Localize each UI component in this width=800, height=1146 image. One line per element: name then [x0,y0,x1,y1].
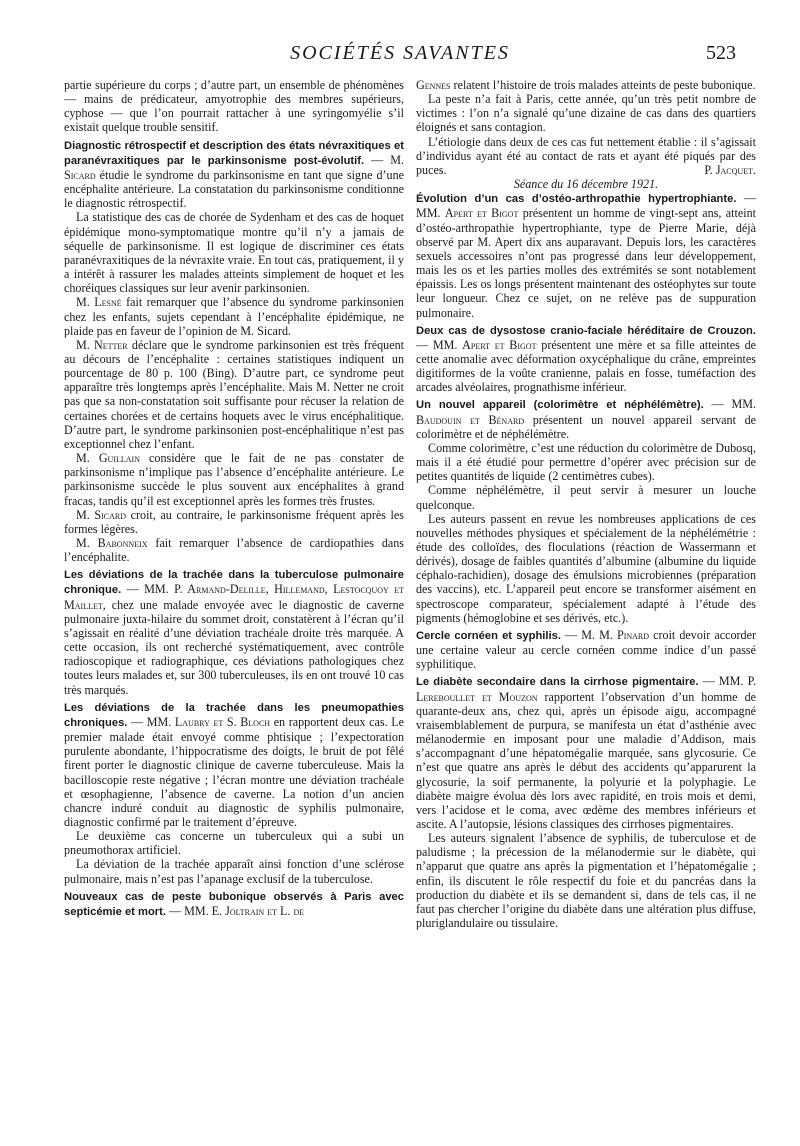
paragraph-text: L’étiologie dans deux de ces cas fut nettement établie : il s’agissait d’individus ayant été au contact de rats et ayant été piqués par des puces. [416,134,756,177]
author-name: Sicard [94,507,127,522]
paragraph: La statistique des cas de chorée de Sydenham et des cas de hoquet épidémique mono-symptomatique montre qu’il n’y a jamais de séquelle de parkinsonisme. Il est logique de discriminer ces états paranévraxitiques de la névraxite vraie. En tout cas, pratiquement, il y a intérêt à rassurer les malades atteints simplement de hoquet et les choréiques classiques sur leur avenir parkinsonien. [64,210,404,296]
paragraph: M. Guillain considère que le fait de ne pas constater de parkinsonisme n’implique pas l’absence d’encéphalite antérieure. Le parkinsonisme succède le plus souvent aux encéphalites à grand fracas, tandis qu’il est exceptionnel après les formes très frustes. [64,451,404,508]
author-name: Pinard [616,627,650,642]
paragraph: M. Sicard croit, au contraire, le parkinsonisme fréquent après les formes légères. [64,507,404,536]
section-title: Diagnostic rétrospectif et description des états névraxitiques et paranévraxitiques par le parkinsonisme post-évolutif. [64,139,404,167]
author-name: Guillain [98,451,140,466]
section-diabete-secondaire: Le diabète secondaire dans la cirrhose pigmentaire. — MM. P. Lereboullet et Mouzon rapportent l’observation d’un homme de quarante-deux ans, chez qui, après un épisode aigu, accompagné vraisemblablement de purpura, se manifesta un état d’asthénie avec mélanodermie en imposant pour une maladie d’Addison, mais s’accompagnant d’une hépatomégalie marquée, sans glycosurie. Ce n’est que quatre ans après le début des accidents qu’apparurent la glycosurie, la soif permanente, la polyurie et la polyphagie. Le diabète maigre évolua dès lors avec rapidité, en trois mois et demi, vers l’acidose et le coma, avec œdème des membres inférieurs et ascite. A l’autopsie, lésions classiques des cirrhoses pigmentaires. [416,674,756,831]
section-title: Le diabète secondaire dans la cirrhose pigmentaire. [416,676,699,689]
paragraph-text: en rapportent deux cas. Le premier malade était envoyé comme phtisique ; l’expectoration purulente abondante, l’hippocratisme des doigts, le bruit de pot fêlé firent porter le diagnostic clinique de caverne tuberculeuse. Mais la bacilloscopie reste négative ; l’écran montre une déviation trachéale et œsophagienne, l’absence de caverne. La notion d’un ancien chancre induré conduit au diagnostic de syphilis pulmonaire, diagnostic confirmé par le traitement d’épreuve. [64,714,404,829]
author-name: Lesné [94,295,122,310]
section-title: Les déviations de la trachée dans la tuberculose pulmonaire chronique. [64,569,404,597]
author-names: P. Armand-Delille, Hillemand, Lestocquoy et Maillet, [64,582,404,612]
paragraph-text: déclare que le syndrome parkinsonien est très fréquent au décours de l’encéphalite : certaines statistiques indiquent un pourcentage de 80 p. 100 (Bing). D’autre part, ce syndrome peut apparaître très longtemps après l’encéphalite. Mais M. Netter ne croit pas que sa non-constatation soit suffisante pour récuser la relation de certaines chorées et de certains hoquets avec le virus encéphalitique. D’autre part, le syndrome parkinsonien post-encéphalitique n’est pas exceptionnel chez l’enfant. [64,337,404,451]
signature: P. Jacquet. [704,162,756,177]
section-diagnostic-retrospectif: Diagnostic rétrospectif et description des états névraxitiques et paranévraxitiques par le parkinsonisme post-évolutif. — M. Sicard étudie le syndrome du parkinsonisme en tant que signe d’une encéphalite antérieure. La constatation du parkinsonisme conditionne le diagnostic rétrospectif. [64,139,404,211]
section-title: Évolution d’un cas d’ostéo-arthropathie hypertrophiante. [416,193,737,206]
paragraph-text: présentent un nouvel appareil servant de colorimètre et de néphélémètre. [416,412,756,441]
section-osteo-arthropathie: Évolution d’un cas d’ostéo-arthropathie hypertrophiante. — MM. Apert et Bigot présentent un homme de vingt-sept ans, atteint d’ostéo-arthropathie hypertrophiante, type de Pierre Marie, déjà observé par M. Apert dix ans auparavant. Depuis lors, les caractères sexuels accessoires n’ont pas progressé dans leur développement, mais les os et les parties molles des extrémités se sont notablement épaissis. Les os longs présentent maintenant des ostéophytes sur toute leur longueur. Chez ce sujet, on ne relève pas de suppuration pulmonaire. [416,191,757,320]
author-names: Apert et Bigot [462,337,537,352]
paragraph-text: présentent une mère et sa fille atteintes de cette anomalie avec déformation oxycéphalique du crâne, empreintes digitiformes de la voûte cranienne, palais en fosse, tuméfaction des arcades alvéolaires, prognathisme inférieur. [416,337,756,395]
section-cercle-corneen: Cercle cornéen et syphilis. — M. M. Pinard croit devoir accorder une certaine valeur au cercle cornéen comme indice d’un passé syphilitique. [416,627,756,672]
paragraph: M. Lesné fait remarquer que l’absence du syndrome parkinsonien chez les enfants, sujets cependant à l’encéphalite épidémique, ne plaide pas en faveur de l’opinion de M. Sicard. [64,295,404,338]
paragraph: Les auteurs passent en revue les nombreuses applications de ces nouvelles méthodes physiques et spécialement de la néphélémétrie : étude des colloïdes, des floculations (réaction de Wassermann et dérivés), dosage de faibles quantités d’albumine (albumine du liquide céphalo-rachidien), dosage des émulsions microbiennes (préparation des vaccins), etc. L’appareil peut encore se transformer aisément en spectroscope comparateur, spécialement adapté à l’étude des pigments (hémoglobine et ses dérivés, etc.). [416,511,756,625]
author-name: Babonneix [97,536,148,550]
paragraph-text: fait remarquer que l’absence du syndrome parkinsonien chez les enfants, sujets cependant à l’encéphalite épidémique, ne plaide pas en faveur de l’opinion de M. Sicard. [64,295,404,338]
paragraph [416,78,756,92]
paragraph: Comme néphélémètre, il peut servir à mesurer un louche quelconque. [416,483,756,512]
session-date: Séance du 16 décembre 1921. [513,177,659,192]
author-name: Netter [94,337,128,352]
page-header [64,42,736,70]
paragraph-text: chez une malade envoyée avec le diagnostic de caverne pulmonaire juxta-hilaire du sommet droit, constatèrent à l’écran qu’il s’agissait en réalité d’une déviation trachéale droite très marquée. A cette occasion, ils ont recherché systématiquement, avec contrôle radioscopique et radiographique, ces déviations pathologiques chez toutes leurs malades et, sur 300 tuberculeuses, ils en ont trouvé 10 cas très marqués. [64,597,404,697]
running-title: SOCIÉTÉS SAVANTES [290,42,510,64]
paragraph-text: fait remarquer l’absence de cardiopathies dans l’encéphalite. [64,536,404,565]
left-column [64,78,404,919]
section-deviations-tuberculose: Les déviations de la trachée dans la tuberculose pulmonaire chronique. — MM. P. Armand-Delille, Hillemand, Lestocquoy et Maillet, chez une malade envoyée avec le diagnostic de caverne pulmonaire juxta-hilaire du sommet droit, constatèrent à l’écran qu’il s’agissait en réalité d’une déviation trachéale droite très marquée. A cette occasion, ils ont recherché systématiquement, avec contrôle radioscopique et radiographique, ces déviations pathologiques chez toutes leurs malades et, sur 300 tuberculeuses, ils en ont trouvé 10 cas très marqués. [64,569,404,697]
paragraph: M. Babonneix fait remarquer l’absence de cardiopathies dans l’encéphalite. [64,536,404,565]
section-dysostose: Deux cas de dysostose cranio-faciale héréditaire de Crouzon. — MM. Apert et Bigot présentent une mère et sa fille atteintes de cette anomalie avec déformation oxycéphalique du crâne, empreintes digitiformes de la voûte cranienne, palais en fosse, tuméfaction des arcades alvéolaires, prognathisme inférieur. [416,324,756,395]
paragraph [416,135,756,177]
right-column [416,78,756,930]
author-name: Gennes [416,78,451,92]
section-title: Cercle cornéen et syphilis. [416,629,561,642]
author-names: Apert et Bigot [444,206,519,221]
section-title: Nouveaux cas de peste bubonique observés à Paris avec septicémie et mort. [64,890,404,918]
section-title: Deux cas de dysostose cranio-faciale héréditaire de Crouzon. [416,324,756,337]
paragraph-text: croit, au contraire, le parkinsonisme fréquent après les formes légères. [64,507,404,536]
paragraph: Le deuxième cas concerne un tuberculeux qui a subi un pneumothorax artificiel. [64,829,404,858]
page-number: 523 [706,42,736,64]
author-name: Sicard [64,167,96,182]
author-names: Laubry et S. Bloch [174,714,271,729]
section-peste-bubonique: Nouveaux cas de peste bubonique observés à Paris avec septicémie et mort. — MM. E. Joltrain et L. de [64,890,404,918]
paragraph-text: croit devoir accorder une certaine valeur au cercle cornéen comme indice d’un passé syphilitique. [416,627,756,672]
section-deviations-pneumopathies: Les déviations de la trachée dans les pneumopathies chroniques. — MM. Laubry et S. Bloch en rapportent deux cas. Le premier malade était envoyé comme phtisique ; l’expectoration purulente abondante, l’hippocratisme des doigts, le bruit de pot fêlé firent porter le diagnostic clinique de caverne tuberculeuse. Mais la bacilloscopie reste négative ; l’écran montre une déviation trachéale et œsophagienne, l’absence de caverne. La notion d’un ancien chancre induré conduit au diagnostic de syphilis pulmonaire, diagnostic confirmé par le traitement d’épreuve. [64,701,404,829]
paragraph-text: relatent l’histoire de trois malades atteints de peste bubonique. [453,78,756,92]
section-title: Les déviations de la trachée dans les pneumopathies chroniques. [64,701,404,729]
author-names: P. Lereboullet et Mouzon [416,674,756,704]
paragraph: M. Netter déclare que le syndrome parkinsonien est très fréquent au décours de l’encéphalite : certaines statistiques indiquent un pourcentage de 80 p. 100 (Bing). D’autre part, ce syndrome peut apparaître très longtemps après l’encéphalite. Mais M. Netter ne croit pas que sa non-constatation soit suffisante pour récuser la relation de certaines chorées et de certains hoquets avec le virus encéphalitique. D’autre part, le syndrome parkinsonien post-encéphalitique n’est pas exceptionnel chez l’enfant. [64,337,404,451]
paragraph-text: considère que le fait de ne pas constater de parkinsonisme n’implique pas l’absence d’encéphalite antérieure. Le parkinsonisme succède le plus souvent aux encéphalites à grand fracas, tandis qu’il est exceptionnel après les formes très frustes. [64,451,404,508]
author-names: E. Joltrain et L. de [211,903,305,918]
paragraph-text: rapportent l’observation d’un homme de quarante-deux ans, chez qui, après un épisode aigu, accompagné vraisemblablement de purpura, se manifesta un état d’asthénie avec mélanodermie en imposant pour une maladie d’Addison, mais s’accompagnant d’une hépatomégalie marquée, sans glycosurie. Ce n’est que quatre ans après le début des accidents qu’apparurent la glycosurie, la soif permanente, la polyurie et la polyphagie. Le diabète maigre évolua dès lors avec rapidité, en trois mois et demi, vers l’acidose et le coma, avec œdème des membres inférieurs et ascite. A l’autopsie, lésions classiques des cirrhoses pigmentaires. [416,689,756,831]
section-nouvel-appareil: Un nouvel appareil (colorimètre et néphélémètre). — MM. Baudouin et Bénard présentent un nouvel appareil servant de colorimètre et de néphélémètre. [416,397,756,441]
paragraph-text: étudie le syndrome du parkinsonisme en tant que signe d’une encéphalite antérieure. La constatation du parkinsonisme conditionne le diagnostic rétrospectif. [64,167,404,211]
paragraph: partie supérieure du corps ; d’autre part, un ensemble de phénomènes — mains de prédicateur, amyotrophie des membres supérieurs, cyphose — que l’on pourrait rattacher à une syringomyélie s’il existait quelque trouble sensitif. [64,78,404,135]
section-title: Un nouvel appareil (colorimètre et néphélémètre). [416,399,704,412]
paragraph: Comme colorimètre, c’est une réduction du colorimètre de Dubosq, mais il a été étudié pour permettre d’opérer avec précision sur de petites quantités de liquide (2 centimètres cubes). [416,440,756,484]
author-names: Baudouin et Bénard [416,412,525,427]
paragraph: Les auteurs signalent l’absence de syphilis, de tuberculose et de paludisme ; la précession de la mélanodermie sur le diabète, qui n’apparut que quatre ans après la pigmentation et l’hépatomégalie ; enfin, ils discutent le rôle respectif du foie et du pancréas dans la production du diabète et ils se demandent si, dans de tels cas, il ne faut pas chercher l’origine du diabète dans une altération plus diffuse, pluriglandulaire ou tissulaire. [416,831,756,931]
paragraph: La déviation de la trachée apparaît ainsi fonction d’une sclérose pulmonaire, mais n’est pas l’apanage exclusif de la tuberculose. [64,857,404,886]
paragraph-text: présentent un homme de vingt-sept ans, atteint d’ostéo-arthropathie hypertrophiante, type de Pierre Marie, déjà observé par M. Apert dix ans auparavant. Depuis lors, les caractères sexuels accessoires n’ont pas progressé dans leur développement, mais les os et les parties molles des extrémités se sont notablement épaissis. Les os longs présentent maintenant des ostéophytes sur toute leur longueur. Chez ce sujet, on ne relève pas de suppuration pulmonaire. [416,206,757,320]
paragraph: La peste n’a fait à Paris, cette année, qu’un très petit nombre de victimes : l’on n’a signalé qu’une dizaine de cas dans des quartiers éloignés et sans contagion. [416,92,756,135]
